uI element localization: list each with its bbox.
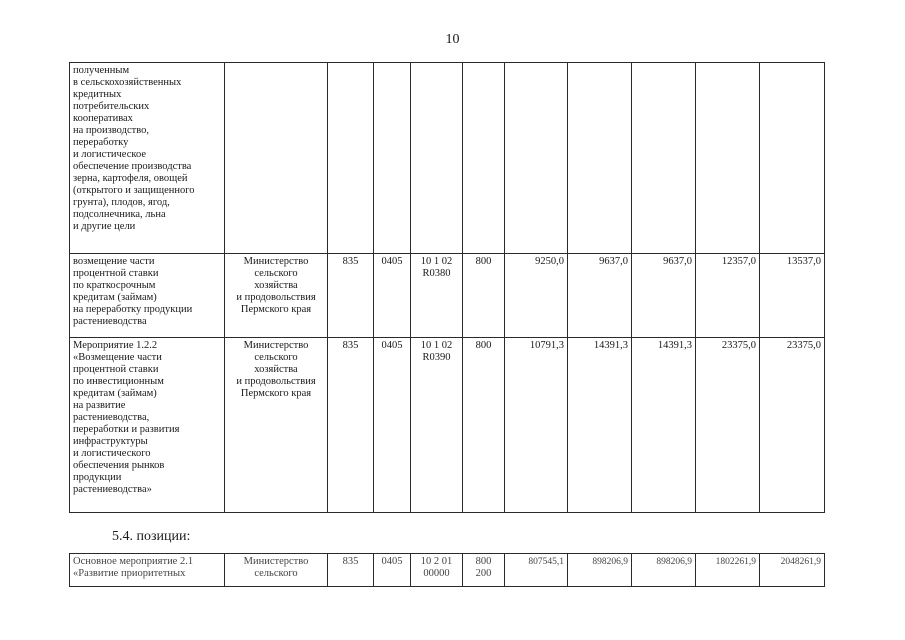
grbs-cell: 835 [328,254,374,338]
csr-cell: 10 2 01 00000 [411,554,463,587]
rzpr-cell [374,63,411,254]
executor-cell: Министерство сельского хозяйства и продовольствия Пермского края [225,254,328,338]
amount-cell-3 [632,63,696,254]
amount-cell-5: 2048261,9 [760,554,825,587]
measure-name-cell: возмещение части процентной ставки по краткосрочным кредитам (займам) на переработку продукции растениеводства [70,254,225,338]
page-number: 10 [445,32,460,47]
vr-cell: 800 [463,254,505,338]
rzpr-cell: 0405 [374,338,411,513]
amount-cell-2: 9637,0 [568,254,632,338]
measure-name-cell: Мероприятие 1.2.2 «Возмещение части процентной ставки по инвестиционным кредитам (займам) на развитие растениеводства, переработки и развития инфраструктуры и логистического обеспечения рынков продукции растениеводства» [70,338,225,513]
amount-cell-1: 10791,3 [505,338,568,513]
table-row [70,554,825,587]
table-row [70,63,825,254]
measure-name-cell: Основное мероприятие 2.1 «Развитие приоритетных [70,554,225,587]
amount-cell-2: 14391,3 [568,338,632,513]
amount-cell-5: 13537,0 [760,254,825,338]
executor-cell: Министерство сельского хозяйства и продовольствия Пермского края [225,338,328,513]
rzpr-cell: 0405 [374,554,411,587]
amount-cell-2 [568,63,632,254]
table-row [70,338,825,513]
amount-cell-1: 9250,0 [505,254,568,338]
csr-cell: 10 1 02 R0390 [411,338,463,513]
vr-cell: 800 200 [463,554,505,587]
amount-cell-1: 807545,1 [505,554,568,587]
amount-cell-3: 14391,3 [632,338,696,513]
csr-cell: 10 1 02 R0380 [411,254,463,338]
measure-name-cell: полученным в сельскохозяйственных кредитных потребительских кооперативах на производство, переработку и логистическое обеспечение производства зерна, картофеля, овощей (открытого и защищенного грунта), плодов, ягод, подсолнечника, льна и другие цели [70,63,225,254]
vr-cell: 800 [463,338,505,513]
csr-cell [411,63,463,254]
amount-cell-3: 9637,0 [632,254,696,338]
amount-cell-4: 12357,0 [696,254,760,338]
amount-cell-3: 898206,9 [632,554,696,587]
grbs-cell: 835 [328,554,374,587]
amount-cell-4: 1802261,9 [696,554,760,587]
amount-cell-5 [760,63,825,254]
executor-cell: Министерство сельского [225,554,328,587]
amount-cell-4: 23375,0 [696,338,760,513]
vr-cell [463,63,505,254]
rzpr-cell: 0405 [374,254,411,338]
table-row [70,254,825,338]
amount-cell-2: 898206,9 [568,554,632,587]
positions-table [69,553,825,587]
amount-cell-4 [696,63,760,254]
grbs-cell: 835 [328,338,374,513]
executor-cell [225,63,328,254]
amount-cell-1 [505,63,568,254]
budget-table [69,62,825,513]
grbs-cell [328,63,374,254]
amount-cell-5: 23375,0 [760,338,825,513]
section-caption: 5.4. позиции: [112,529,191,544]
